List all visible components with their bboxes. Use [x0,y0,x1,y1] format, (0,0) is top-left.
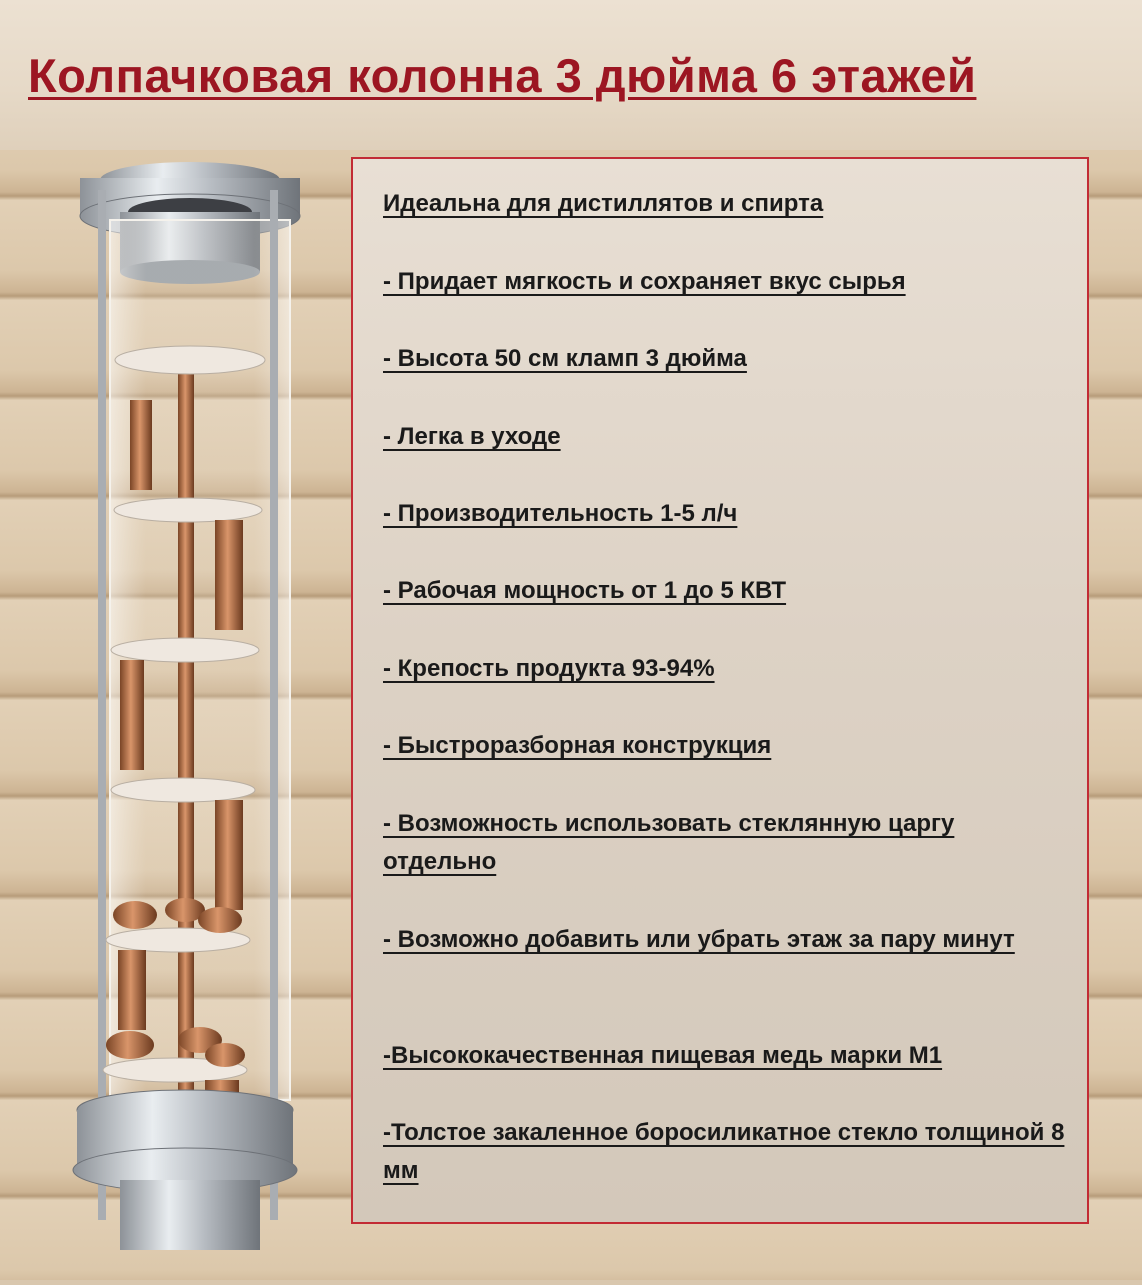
feature-item: - Придает мягкость и сохраняет вкус сырья [383,268,906,295]
feature-item: - Производительность 1-5 л/ч [383,500,738,527]
page-title: Колпачковая колонна 3 дюйма 6 этажей [28,49,977,102]
feature-item: - Быстроразборная конструкция [383,732,772,759]
bubble-column-illustration [0,150,340,1280]
feature-item: - Высота 50 см кламп 3 дюйма [383,345,747,372]
feature-item: - Рабочая мощность от 1 до 5 КВТ [383,577,787,604]
feature-item: - Возможность использовать стеклянную царгу отдельно [383,810,955,875]
product-photo [0,150,340,1280]
feature-item: -Высококачественная пищевая медь марки М1 [383,1042,943,1069]
feature-item: - Легка в уходе [383,423,561,450]
features-panel [351,157,1089,1224]
feature-item: -Толстое закаленное боросиликатное стекло толщиной 8 мм [383,1119,1065,1184]
feature-item: Идеальна для дистиллятов и спирта [383,190,824,217]
feature-item: - Крепость продукта 93-94% [383,655,715,682]
feature-item: - Возможно добавить или убрать этаж за пару минут [383,926,1015,953]
